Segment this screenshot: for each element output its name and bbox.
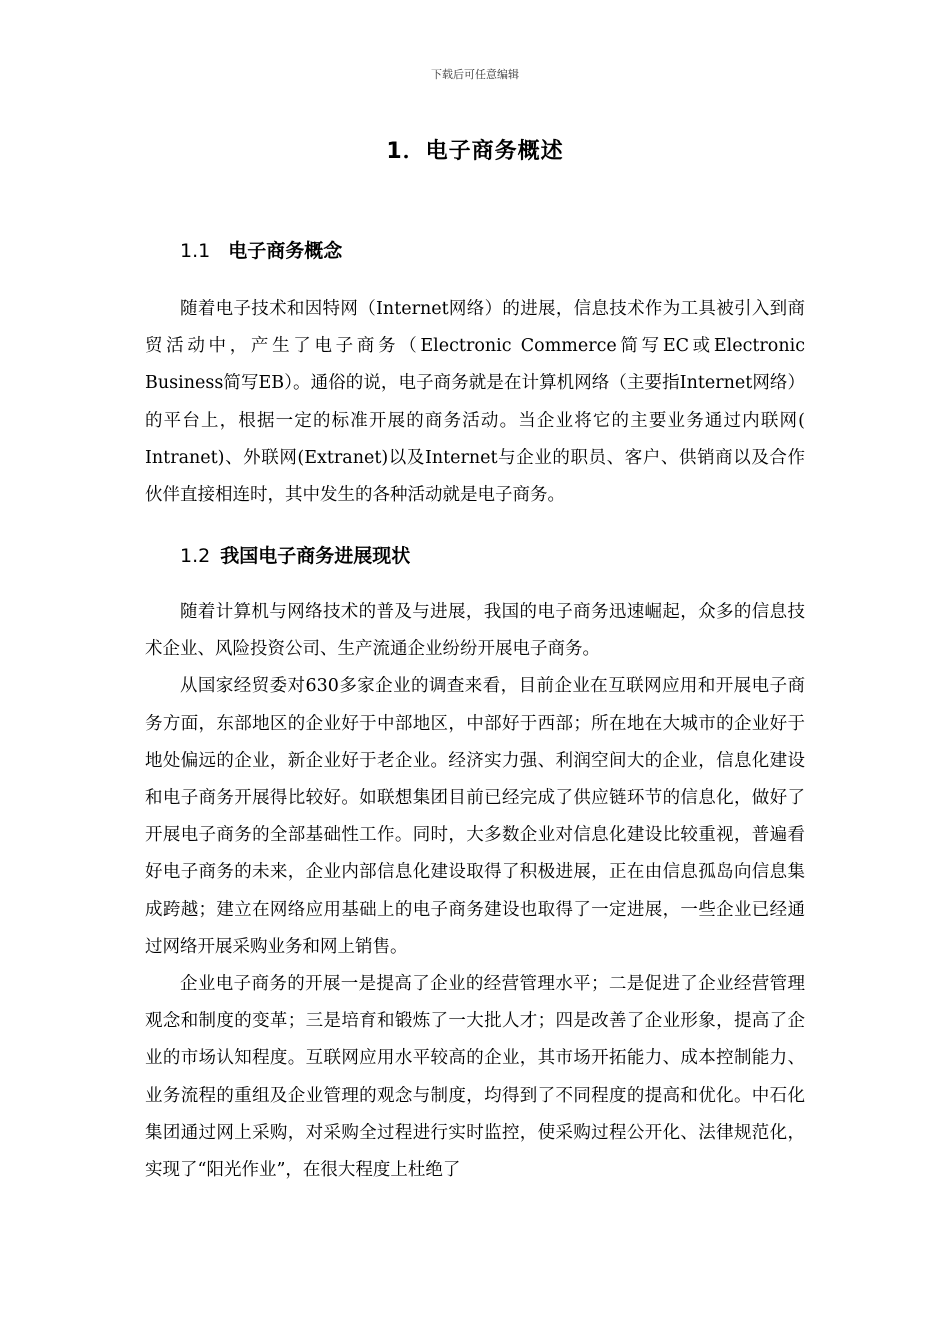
- section-number: 1.2: [180, 545, 211, 567]
- section-title: 电子商务概念: [228, 240, 343, 262]
- header-note: 下载后可任意编辑: [431, 68, 519, 81]
- chapter-title: 1．电子商务概述: [386, 139, 564, 164]
- paragraph: 企业电子商务的开展一是提高了企业的经营管理水平；二是促进了企业经营管理观念和制度的变革；三是培育和锻炼了一大批人才；四是改善了企业形象，提高了企业的市场认知程度。互联网应用水平较高的企业，其市场开拓能力、成本控制能力、业务流程的重组及企业管理的观念与制度，均得到了不同程度的提高和优化。中石化集团通过网上采购，对采购全过程进行实时监控，使采购过程公开化、法律规范化，实现了“阳光作业”，在很大程度上杜绝了: [145, 974, 805, 1181]
- paragraph: 随着计算机与网络技术的普及与进展，我国的电子商务迅速崛起，众多的信息技术企业、风险投资公司、生产流通企业纷纷开展电子商务。: [145, 602, 805, 660]
- section-heading-1-2: [180, 541, 410, 568]
- section-title: 我国电子商务进展现状: [220, 545, 411, 567]
- paragraph: 随着电子技术和因特网（Internet网络）的进展，信息技术作为工具被引入到商贸活动中，产生了电子商务（Electronic Commerce简写EC或Electronic Business简写EB）。通俗的说，电子商务就是在计算机网络（主要指Internet网络）的平台上，根据一定的标准开展的商务活动。当企业将它的主要业务通过内联网( Intranet)、外联网(Extranet)以及Internet与企业的职员、客户、供销商以及合作伙伴直接相连时，其中发生的各种活动就是电子商务。: [145, 299, 805, 506]
- section-body-1-2: [145, 594, 805, 1189]
- section-heading-1-1: [180, 236, 342, 263]
- section-body-1-1: [145, 291, 805, 514]
- paragraph: 从国家经贸委对630多家企业的调查来看，目前企业在互联网应用和开展电子商务方面，东部地区的企业好于中部地区，中部好于西部；所在地在大城市的企业好于地处偏远的企业，新企业好于老企业。经济实力强、利润空间大的企业，信息化建设和电子商务开展得比较好。如联想集团目前已经完成了供应链环节的信息化，做好了开展电子商务的全部基础性工作。同时，大多数企业对信息化建设比较重视，普遍看好电子商务的未来，企业内部信息化建设取得了积极进展，正在由信息孤岛向信息集成跨越；建立在网络应用基础上的电子商务建设也取得了一定进展，一些企业已经通过网络开展采购业务和网上销售。: [145, 676, 805, 957]
- section-number: 1.1: [180, 240, 211, 262]
